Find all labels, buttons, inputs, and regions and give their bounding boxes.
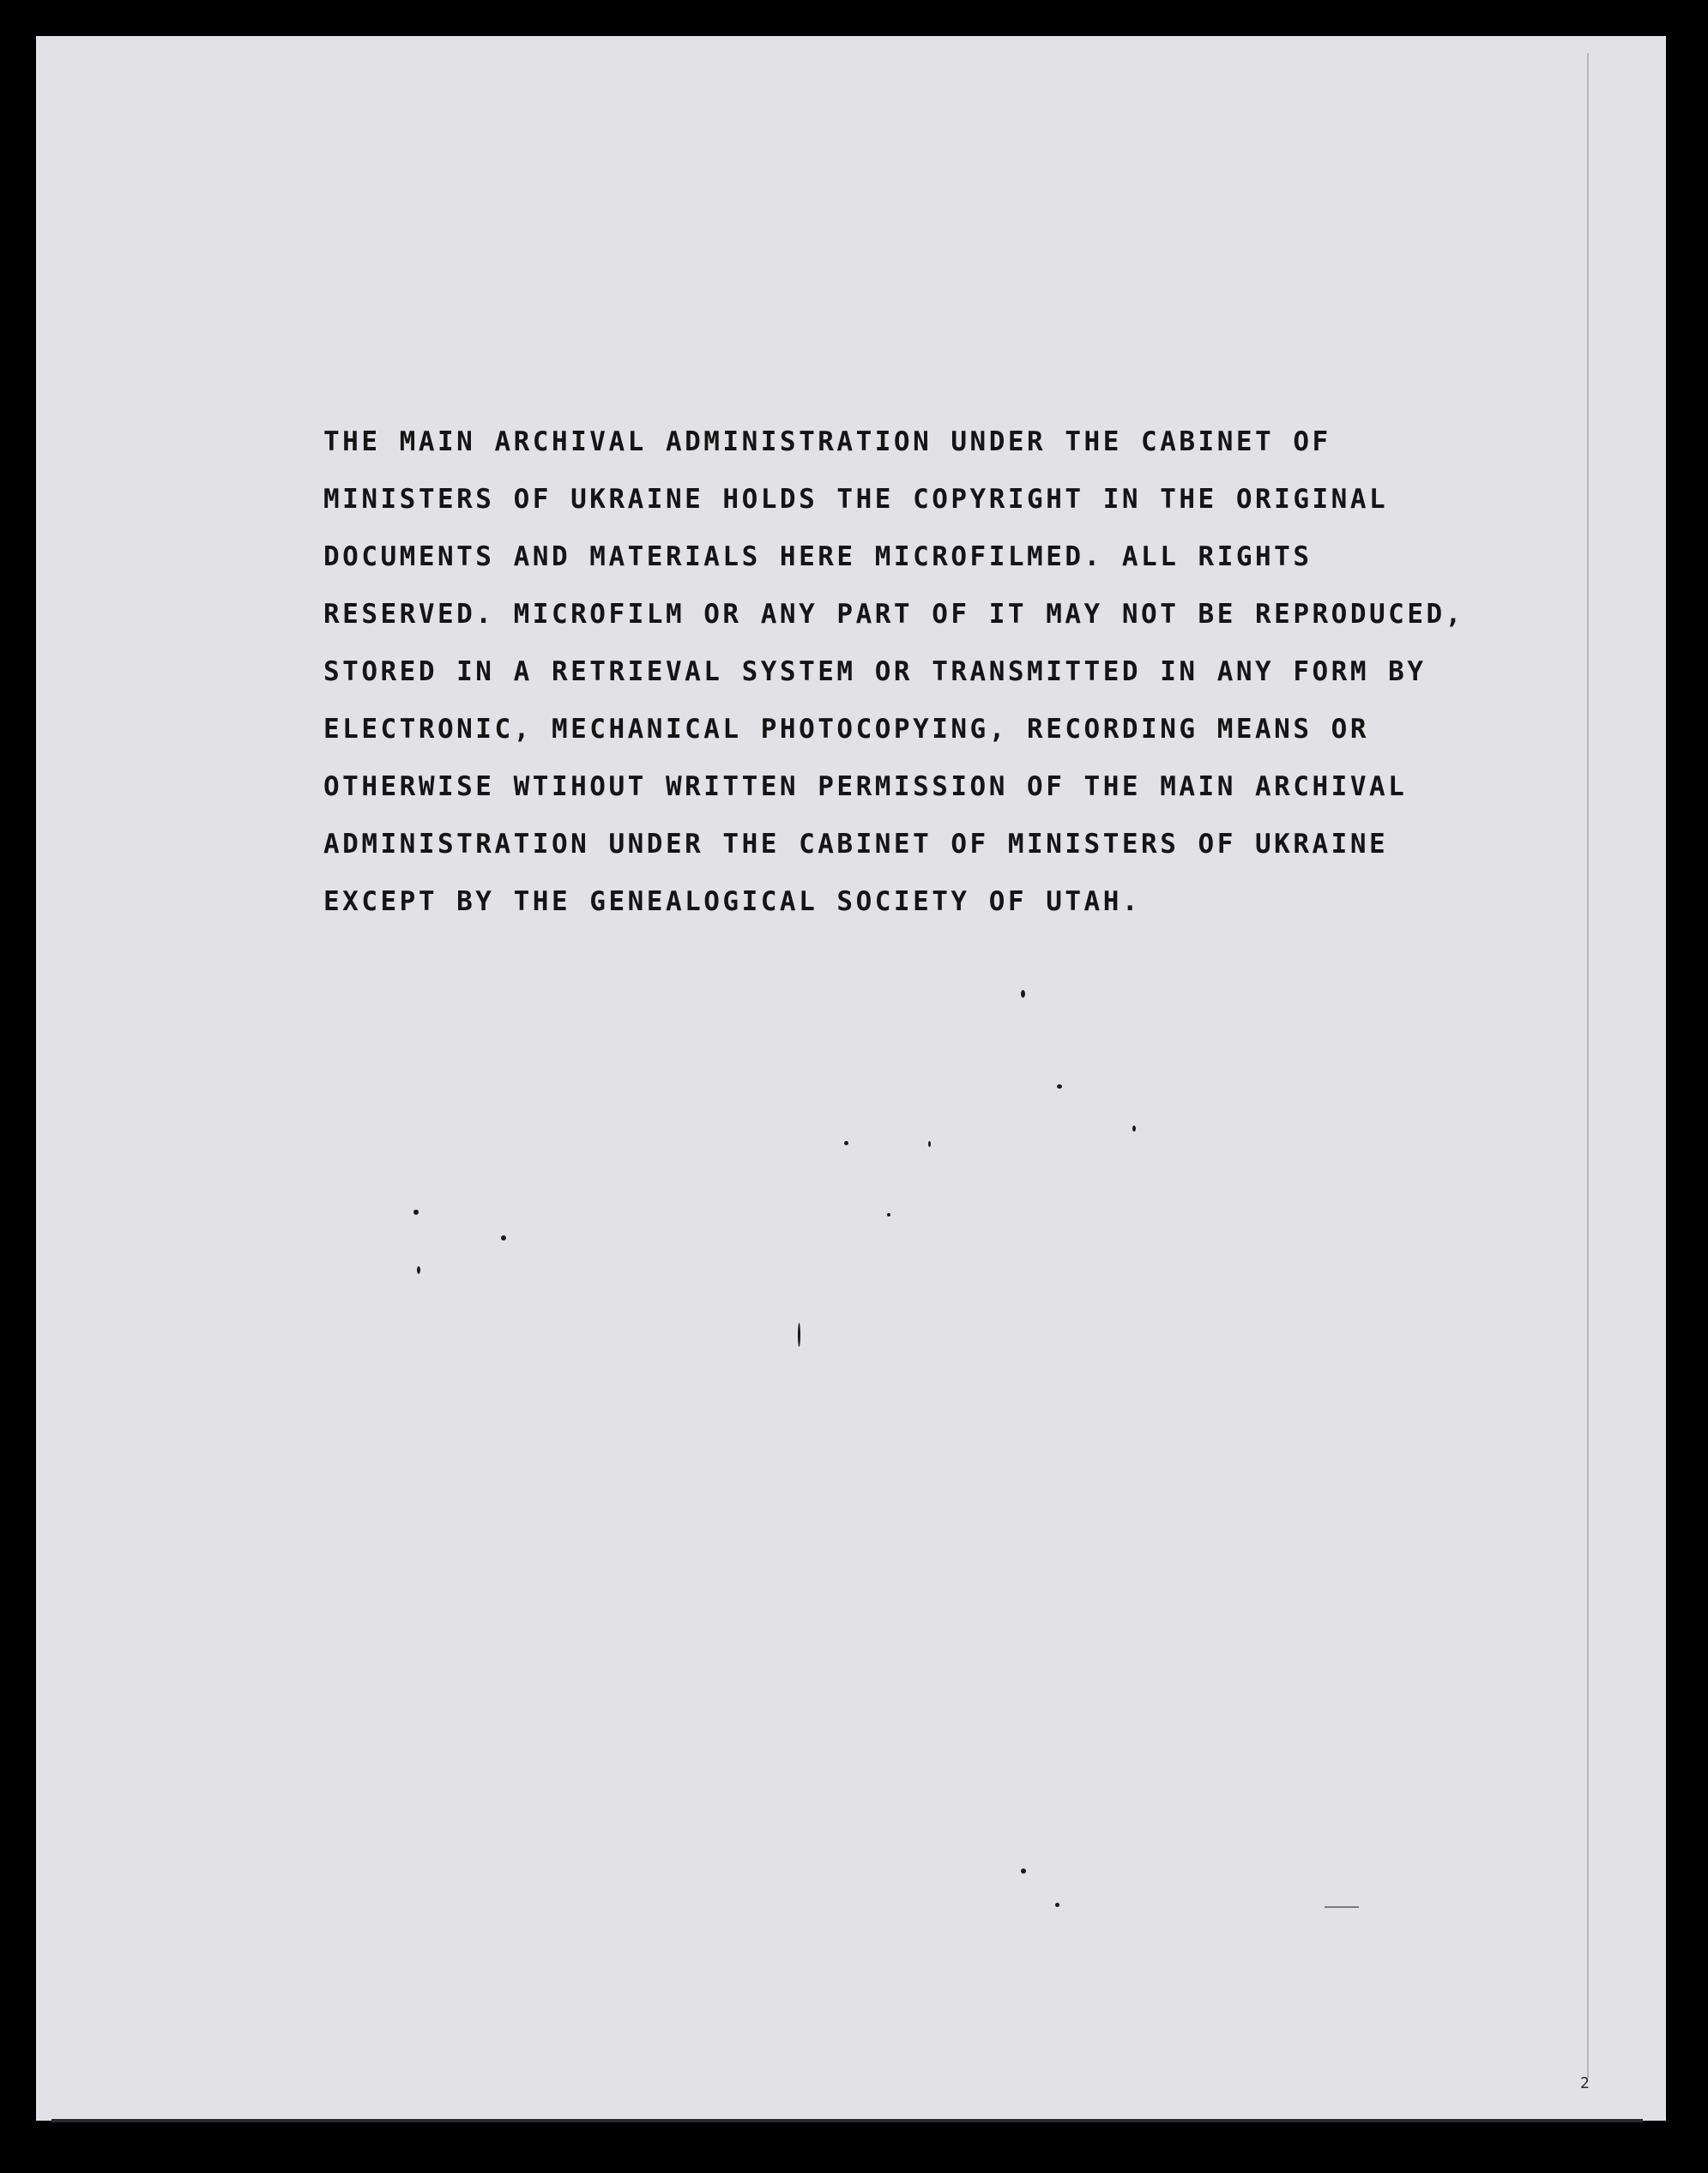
scan-speck bbox=[844, 1141, 848, 1145]
notice-line: DOCUMENTS AND MATERIALS HERE MICROFILMED. ALL RIGHTS bbox=[323, 541, 1313, 572]
notice-line: RESERVED. MICROFILM OR ANY PART OF IT MAY NOT BE REPRODUCED, bbox=[323, 599, 1464, 630]
scan-speck bbox=[928, 1141, 931, 1147]
scan-speck bbox=[417, 1266, 420, 1274]
notice-line: OTHERWISE WTIHOUT WRITTEN PERMISSION OF THE MAIN ARCHIVAL bbox=[323, 771, 1408, 802]
notice-line: STORED IN A RETRIEVAL SYSTEM OR TRANSMITTED IN ANY FORM BY bbox=[323, 656, 1427, 687]
scan-speck bbox=[1021, 990, 1025, 998]
scan-speck bbox=[798, 1323, 800, 1347]
scan-speck bbox=[1055, 1903, 1059, 1907]
copyright-notice bbox=[323, 413, 1524, 931]
notice-line: MINISTERS OF UKRAINE HOLDS THE COPYRIGHT IN THE ORIGINAL bbox=[323, 484, 1389, 515]
scan-speck bbox=[1021, 1868, 1026, 1874]
notice-line: ELECTRONIC, MECHANICAL PHOTOCOPYING, RECORDING MEANS OR bbox=[323, 714, 1369, 745]
scan-edge-mark bbox=[1325, 1906, 1359, 1908]
notice-line: EXCEPT BY THE GENEALOGICAL SOCIETY OF UTAH. bbox=[323, 886, 1142, 917]
notice-line: THE MAIN ARCHIVAL ADMINISTRATION UNDER THE CABINET OF bbox=[323, 426, 1331, 457]
bottom-rule bbox=[51, 2119, 1643, 2122]
scan-speck bbox=[1132, 1126, 1136, 1132]
scan-speck bbox=[413, 1210, 419, 1215]
page-number: 2 bbox=[1580, 2074, 1590, 2092]
scan-speck bbox=[887, 1213, 890, 1216]
scan-edge-mark bbox=[1587, 53, 1589, 2078]
scan-speck bbox=[501, 1235, 506, 1240]
scan-speck bbox=[1057, 1084, 1062, 1089]
scanned-page bbox=[36, 36, 1666, 2121]
notice-line: ADMINISTRATION UNDER THE CABINET OF MINISTERS OF UKRAINE bbox=[323, 829, 1389, 860]
